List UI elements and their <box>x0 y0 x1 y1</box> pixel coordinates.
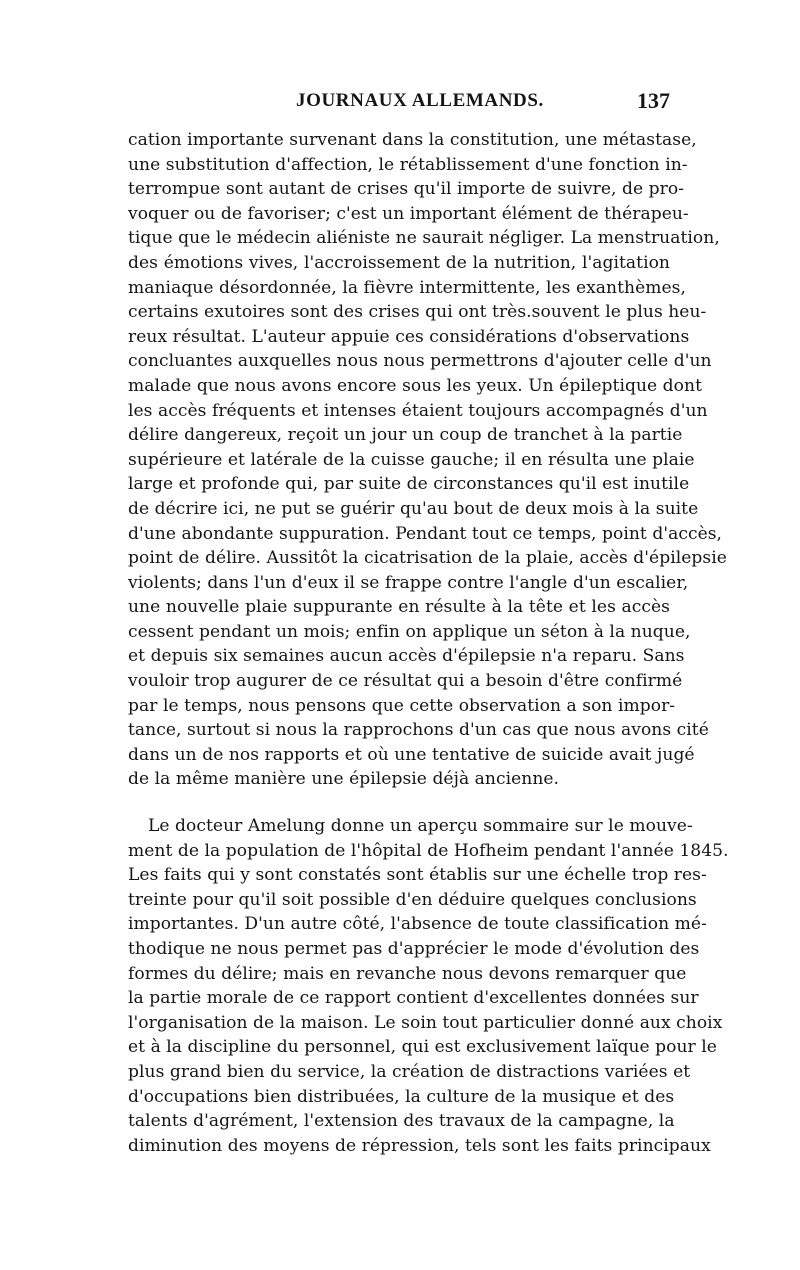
text-line: par le temps, nous pensons que cette observation a son impor- <box>128 695 676 716</box>
body-text <box>128 128 729 1158</box>
text-line: concluantes auxquelles nous nous permettrons d'ajouter celle d'un <box>128 351 712 372</box>
text-line: des émotions vives, l'accroissement de la nutrition, l'agitation <box>128 252 670 273</box>
text-line: d'une abondante suppuration. Pendant tout ce temps, point d'accès, <box>128 523 723 544</box>
text-line: tique que le médecin aliéniste ne saurait négliger. La menstruation, <box>128 228 720 249</box>
text-line: délire dangereux, reçoit un jour un coup de tranchet à la partie <box>128 425 683 446</box>
text-line: vouloir trop augurer de ce résultat qui a besoin d'être confirmé <box>128 671 683 692</box>
running-title: JOURNAUX ALLEMANDS. <box>296 90 544 111</box>
text-line: point de délire. Aussitôt la cicatrisation de la plaie, accès d'épilepsie <box>128 548 727 569</box>
text-line: de décrire ici, ne put se guérir qu'au bout de deux mois à la suite <box>128 498 699 519</box>
paragraph-1 <box>128 128 727 792</box>
text-line: ment de la population de l'hôpital de Hofheim pendant l'année 1845. <box>128 840 729 861</box>
text-line: Les faits qui y sont constatés sont établis sur une échelle trop res- <box>128 865 707 886</box>
text-line: violents; dans l'un d'eux il se frappe contre l'angle d'un escalier, <box>128 572 689 593</box>
text-line: maniaque désordonnée, la fièvre intermittente, les exanthèmes, <box>128 277 686 298</box>
text-line: formes du délire; mais en revanche nous devons remarquer que <box>128 963 687 984</box>
text-line: reux résultat. L'auteur appuie ces considérations d'observations <box>128 326 690 347</box>
text-line: large et profonde qui, par suite de circonstances qu'il est inutile <box>128 474 690 495</box>
text-line: et depuis six semaines aucun accès d'épilepsie n'a reparu. Sans <box>128 646 685 667</box>
text-line: la partie morale de ce rapport contient d'excellentes données sur <box>128 988 699 1009</box>
paragraph-spacer <box>128 792 670 814</box>
text-line: de la même manière une épilepsie déjà ancienne. <box>128 769 560 790</box>
text-line: thodique ne nous permet pas d'apprécier le mode d'évolution des <box>128 939 700 959</box>
text-line: cessent pendant un mois; enfin on applique un séton à la nuque, <box>128 621 691 642</box>
text-line: voquer ou de favoriser; c'est un important élément de thérapeu- <box>128 203 689 224</box>
text-line: supérieure et latérale de la cuisse gauche; il en résulta une plaie <box>128 449 695 470</box>
text-line: l'organisation de la maison. Le soin tout particulier donné aux choix <box>128 1012 723 1033</box>
text-line: talents d'agrément, l'extension des travaux de la campagne, la <box>128 1111 675 1132</box>
text-line: importantes. D'un autre côté, l'absence de toute classification mé- <box>128 914 707 935</box>
text-line: et à la discipline du personnel, qui est exclusivement laïque pour le <box>128 1037 717 1058</box>
text-line: tance, surtout si nous la rapprochons d'un cas que nous avons cité <box>128 720 709 741</box>
text-line: d'occupations bien distribuées, la culture de la musique et des <box>128 1086 675 1107</box>
text-line: dans un de nos rapports et où une tentative de suicide avait jugé <box>128 744 695 765</box>
text-line: plus grand bien du service, la création de distractions variées et <box>128 1061 691 1082</box>
text-line: une substitution d'affection, le rétablissement d'une fonction in- <box>128 154 688 175</box>
text-line: treinte pour qu'il soit possible d'en déduire quelques conclusions <box>128 889 697 910</box>
text-line: une nouvelle plaie suppurante en résulte à la tête et les accès <box>128 597 670 618</box>
text-line: Le docteur Amelung donne un aperçu sommaire sur le mouve- <box>148 816 693 837</box>
text-line: malade que nous avons encore sous les yeux. Un épileptique dont <box>128 375 702 396</box>
text-line: terrompue sont autant de crises qu'il importe de suivre, de pro- <box>128 179 685 200</box>
text-line: diminution des moyens de répression, tels sont les faits principaux <box>128 1135 711 1156</box>
text-line: cation importante survenant dans la constitution, une métastase, <box>128 130 697 150</box>
running-head <box>128 90 670 120</box>
page-number: 137 <box>637 88 670 113</box>
text-line: les accès fréquents et intenses étaient toujours accompagnés d'un <box>128 400 708 421</box>
paragraph-2 <box>128 814 729 1158</box>
text-line: certains exutoires sont des crises qui ont très.souvent le plus heu- <box>128 302 707 323</box>
